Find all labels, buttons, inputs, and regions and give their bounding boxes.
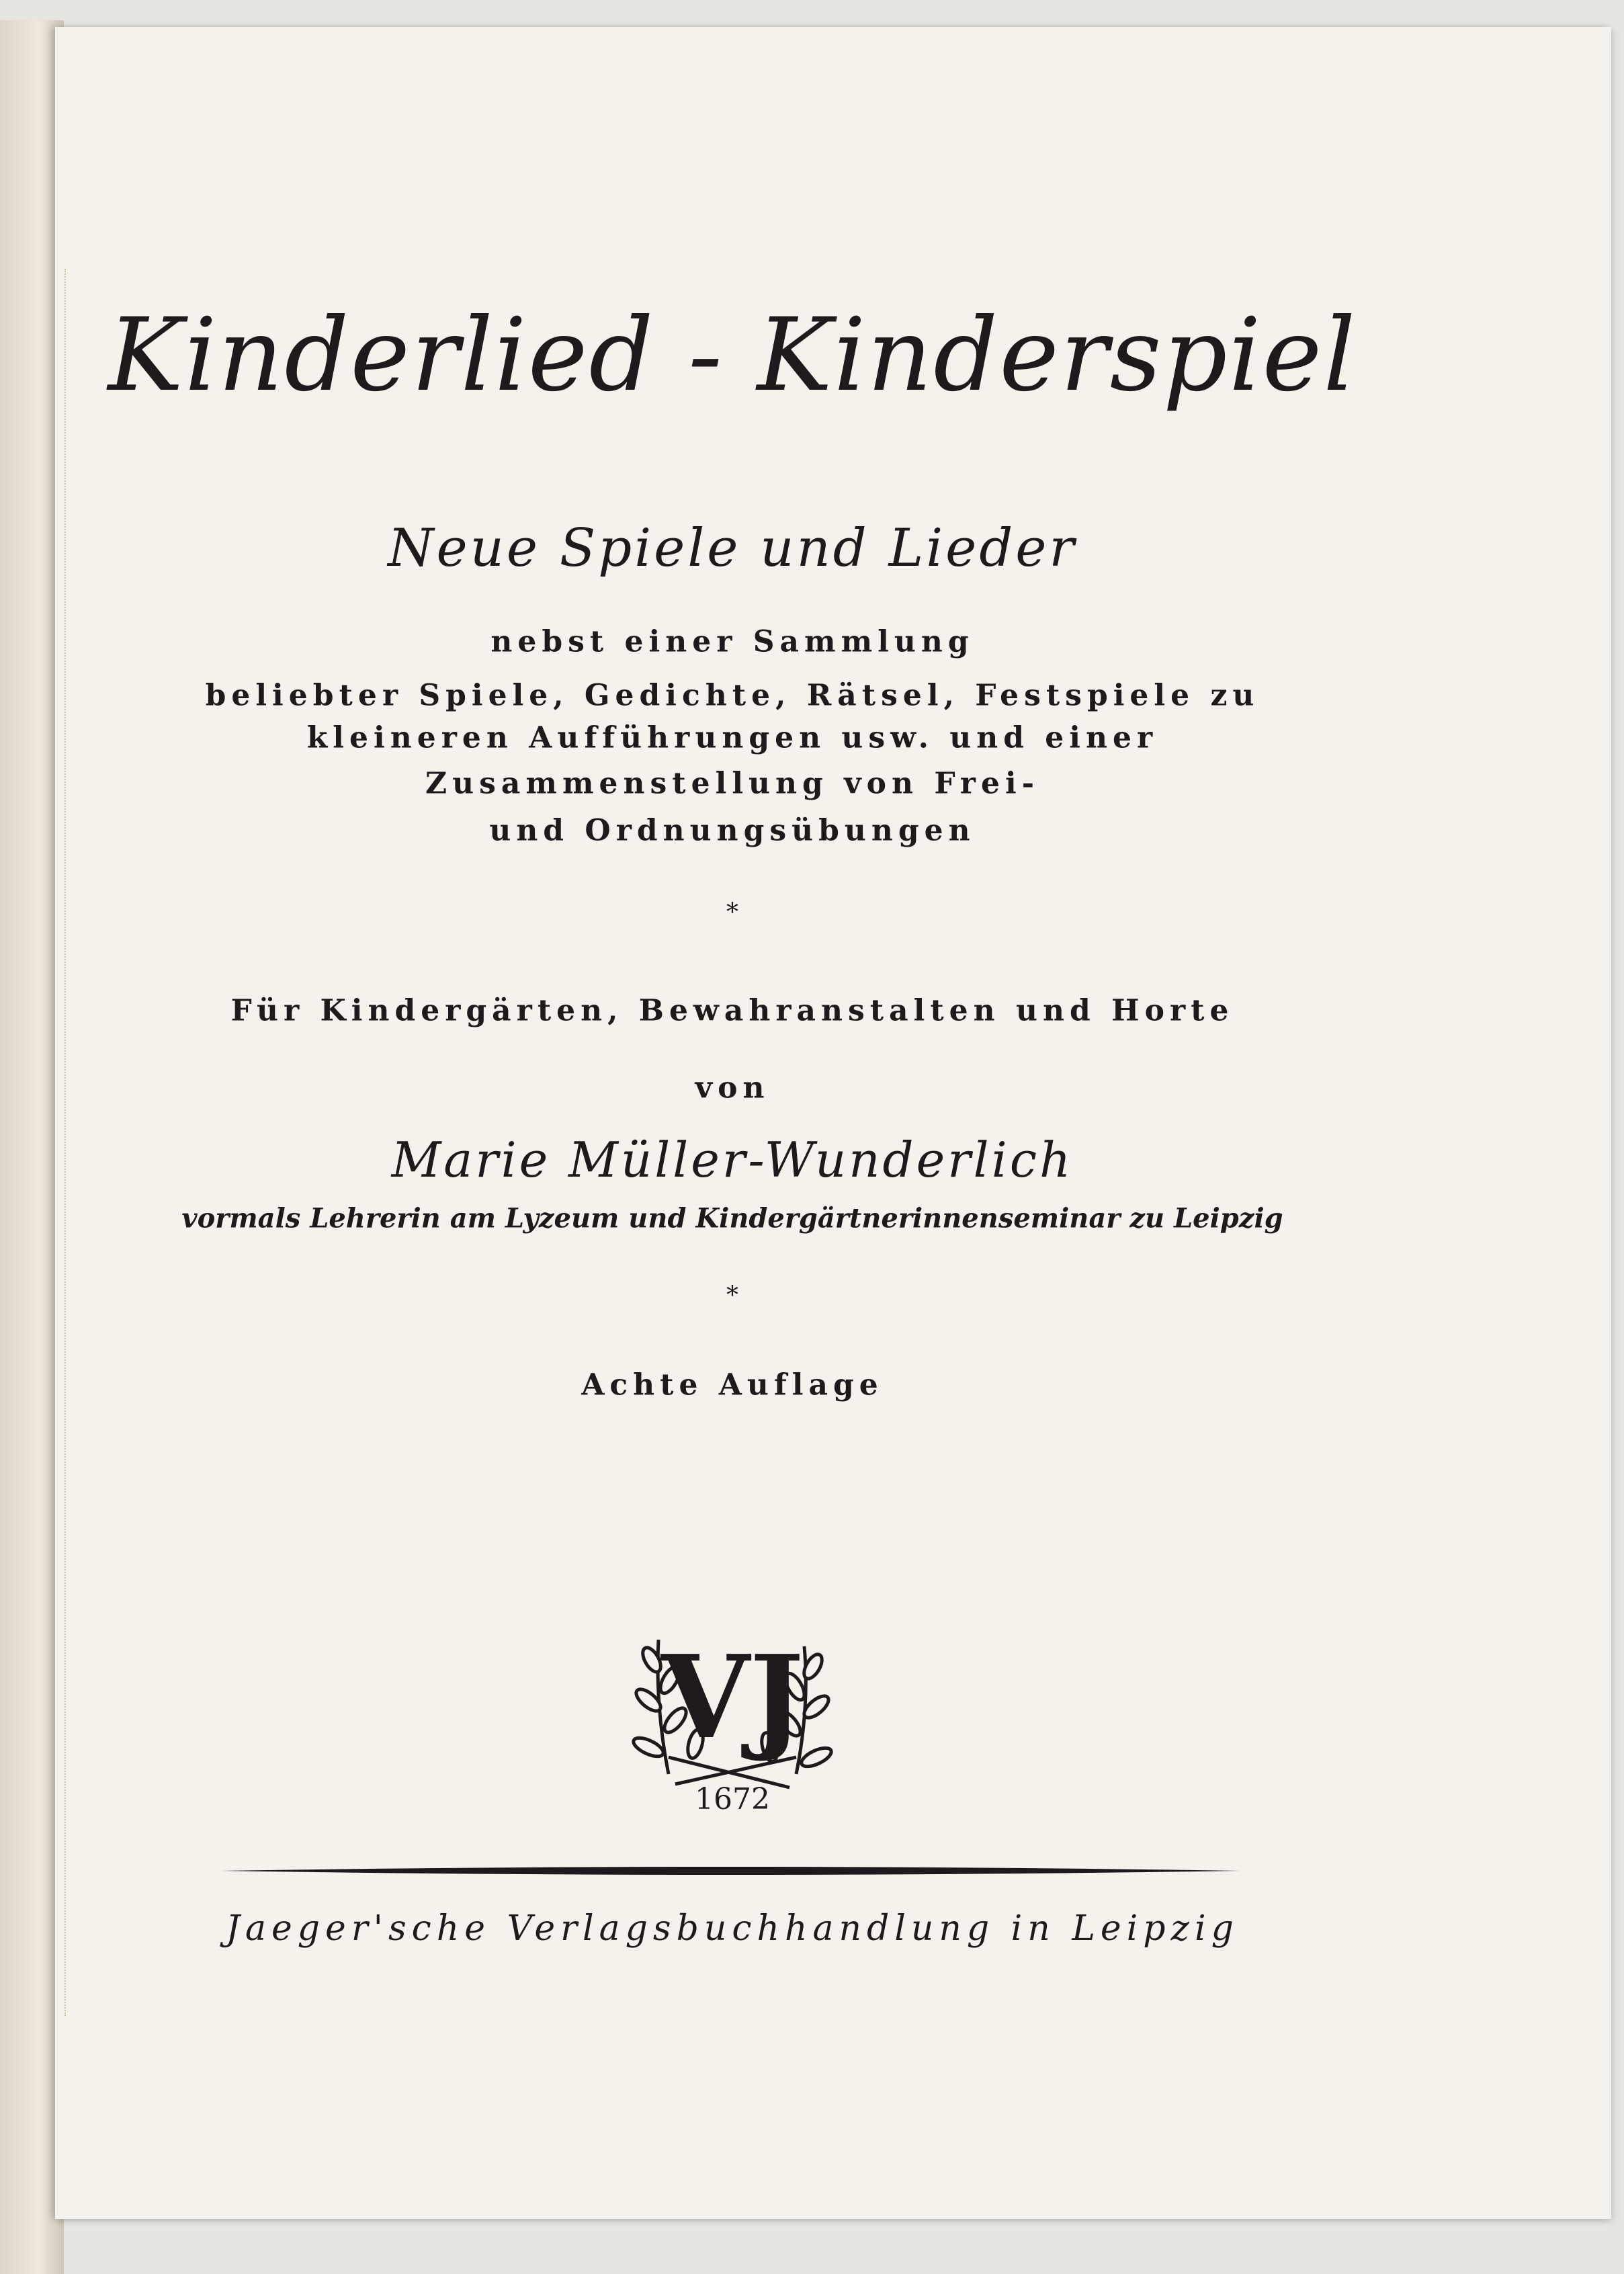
star-ornament: * xyxy=(726,1281,738,1310)
book-subtitle: Neue Spiele und Lieder xyxy=(388,518,1077,579)
author-name: Marie Müller-Wunderlich xyxy=(391,1132,1074,1188)
edition-label: Achte Auflage xyxy=(581,1367,884,1402)
adjacent-page-edge xyxy=(0,20,64,2274)
book-title: Kinderlied - Kinderspiel xyxy=(108,297,1357,414)
description-line: nebst einer Sammlung xyxy=(490,624,974,659)
logo-monogram: VJ xyxy=(660,1630,804,1765)
publisher-name: Jaeger'sche Verlagsbuchhandlung in Leipzig xyxy=(226,1908,1239,1949)
audience-line: Für Kindergärten, Bewahranstalten und Horte xyxy=(230,993,1234,1028)
logo-year: 1672 xyxy=(695,1782,770,1814)
description-line: beliebter Spiele, Gedichte, Rätsel, Festspiele zu xyxy=(205,678,1260,713)
binding-stitches xyxy=(65,269,67,2016)
description-line: und Ordnungsübungen xyxy=(489,813,976,848)
by-label: von xyxy=(695,1070,770,1105)
divider-rule xyxy=(222,1867,1240,1875)
publisher-logo xyxy=(628,1613,837,1814)
author-role: vormals Lehrerin am Lyzeum und Kindergärtnerinnenseminar zu Leipzig xyxy=(181,1202,1283,1234)
description-line: kleineren Aufführungen usw. und einer xyxy=(306,720,1158,755)
star-ornament: * xyxy=(726,898,738,927)
description-line: Zusammenstellung von Frei- xyxy=(425,766,1039,801)
